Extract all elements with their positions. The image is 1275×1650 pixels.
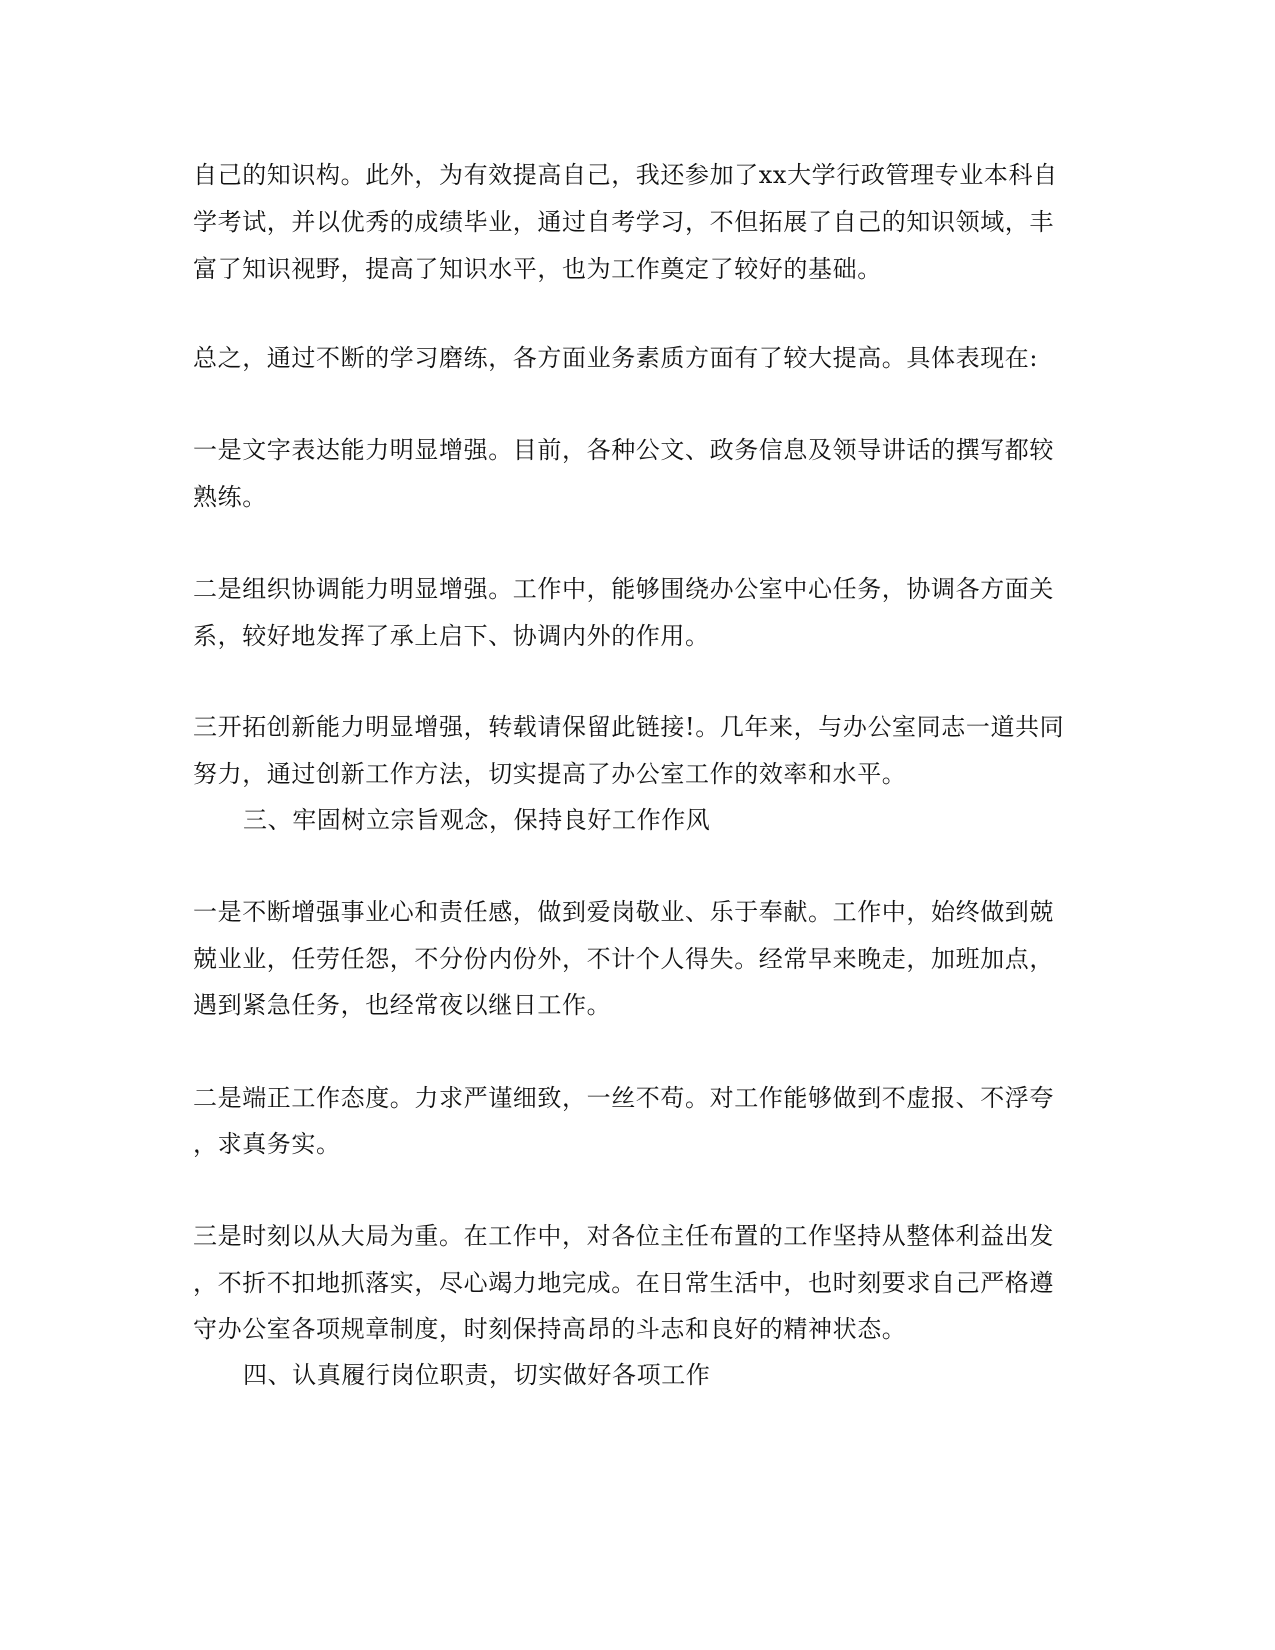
paragraph-5-line-2: 努力，通过创新工作方法，切实提高了办公室工作的效率和水平。 [193,760,907,788]
paragraph-8-line-3: 守办公室各项规章制度，时刻保持高昂的斗志和良好的精神状态。 [193,1315,907,1343]
section-heading-3: 三、牢固树立宗旨观念，保持良好工作作风 [243,806,711,834]
paragraph-3-line-2: 熟练。 [193,483,267,511]
paragraph-6-line-3: 遇到紧急任务，也经常夜以继日工作。 [193,991,612,1019]
paragraph-1-line-1: 自己的知识构。此外，为有效提高自己，我还参加了xx大学行政管理专业本科自 [193,161,1058,189]
paragraph-7-line-2: ，求真务实。 [193,1130,341,1158]
paragraph-8-line-1: 三是时刻以从大局为重。在工作中，对各位主任布置的工作坚持从整体利益出发 [193,1222,1054,1250]
paragraph-2-line-1: 总之，通过不断的学习磨练，各方面业务素质方面有了较大提高。具体表现在: [193,344,1039,372]
paragraph-1-line-3: 富了知识视野，提高了知识水平，也为工作奠定了较好的基础。 [193,255,882,283]
paragraph-8-line-2: ，不折不扣地抓落实，尽心竭力地完成。在日常生活中，也时刻要求自己严格遵 [193,1269,1054,1297]
paragraph-3-line-1: 一是文字表达能力明显增强。目前，各种公文、政务信息及领导讲话的撰写都较 [193,436,1054,464]
paragraph-4-line-1: 二是组织协调能力明显增强。工作中，能够围绕办公室中心任务，协调各方面关 [193,575,1054,603]
section-heading-4: 四、认真履行岗位职责，切实做好各项工作 [243,1361,711,1389]
paragraph-5-line-1: 三开拓创新能力明显增强，转载请保留此链接!。几年来，与办公室同志一道共同 [193,713,1065,741]
paragraph-6-line-2: 兢业业，任劳任怨，不分份内份外，不计个人得失。经常早来晚走，加班加点， [193,945,1054,973]
paragraph-7-line-1: 二是端正工作态度。力求严谨细致，一丝不苟。对工作能够做到不虚报、不浮夸 [193,1084,1054,1112]
paragraph-4-line-2: 系，较好地发挥了承上启下、协调内外的作用。 [193,622,710,650]
paragraph-1-line-2: 学考试，并以优秀的成绩毕业，通过自考学习，不但拓展了自己的知识领域，丰 [193,208,1054,236]
paragraph-6-line-1: 一是不断增强事业心和责任感，做到爱岗敬业、乐于奉献。工作中，始终做到兢 [193,898,1054,926]
